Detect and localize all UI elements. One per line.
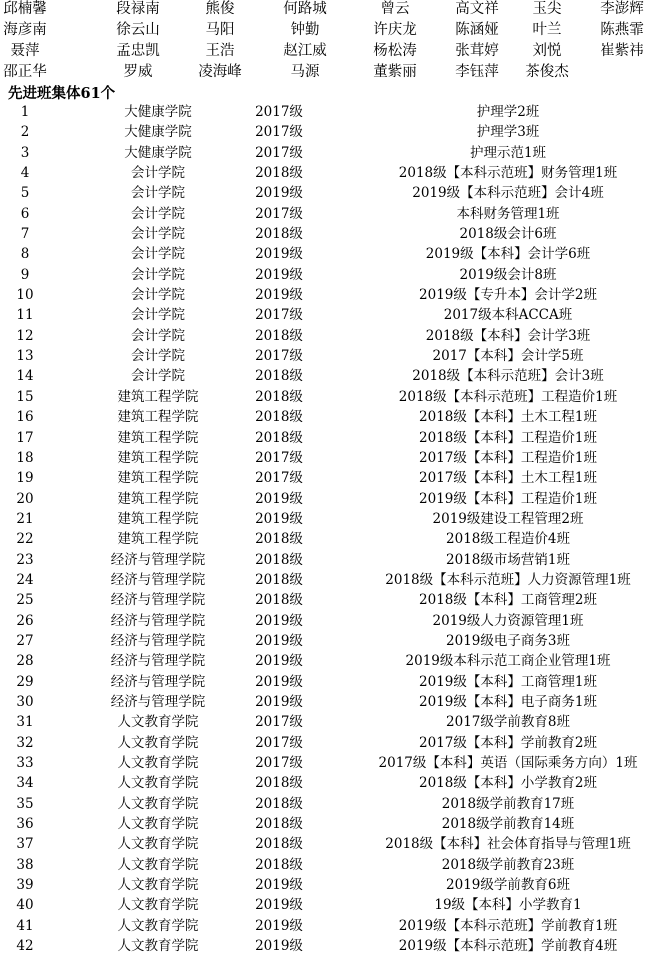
college-cell: 建筑工程学院 [117,531,199,548]
row-index: 1 [20,104,30,120]
row-index: 11 [16,307,34,324]
class-name-cell: 2018级学前教育23班 [441,856,575,873]
table-row [0,875,653,895]
class-name-cell: 2018级【本科】工商管理2班 [419,592,597,609]
college-cell: 会计学院 [131,185,185,202]
person-name: 钟勤 [290,22,320,38]
table-row [0,895,653,915]
college-cell: 会计学院 [131,287,185,304]
grade-cell: 2017级 [255,449,303,466]
person-name: 崔紫祎 [600,43,644,59]
college-cell: 人文教育学院 [117,938,199,955]
class-name-cell: 2017级本科ACCA班 [443,307,573,324]
class-name-cell: 2017级【本科】学前教育2班 [419,734,597,751]
class-name-cell: 2017级【本科】英语（国际乘务方向）1班 [378,755,638,771]
college-cell: 人文教育学院 [117,734,199,751]
name-row [0,42,653,63]
row-index: 37 [16,836,34,853]
name-row [0,21,653,42]
grade-cell: 2017级 [255,714,303,731]
row-index: 26 [16,612,34,629]
college-cell: 人文教育学院 [117,836,199,853]
row-index: 40 [16,897,34,914]
grade-cell: 2019级 [255,653,303,670]
college-cell: 人文教育学院 [117,816,199,833]
row-index: 41 [16,917,34,934]
grade-cell: 2019级 [255,612,303,629]
class-name-cell: 2017级【本科】工程造价1班 [419,449,597,466]
class-name-cell: 2018级工程造价4班 [446,531,570,548]
class-name-cell: 护理学3班 [476,124,540,141]
table-row [0,326,653,346]
class-name-cell: 19级【本科】小学教育1 [434,897,582,914]
college-cell: 会计学院 [131,368,185,385]
row-index: 24 [16,571,34,588]
grade-cell: 2017级 [255,734,303,751]
grade-cell: 2018级 [255,429,303,446]
college-cell: 会计学院 [131,327,185,344]
row-index: 18 [16,449,34,466]
table-row [0,489,653,509]
name-row [0,0,653,21]
grade-cell: 2018级 [255,368,303,385]
college-cell: 大健康学院 [124,104,192,120]
row-index: 2 [20,124,30,141]
class-name-cell: 2018级【本科】社会体育指导与管理1班 [385,836,631,853]
person-name: 李钰萍 [455,64,499,80]
class-name-cell: 2018级学前教育14班 [441,816,575,833]
grade-cell: 2018级 [255,531,303,548]
grade-cell: 2018级 [255,775,303,792]
table-row [0,509,653,529]
row-index: 28 [16,653,34,670]
class-name-cell: 2019级【本科示范班】学前教育4班 [398,938,618,955]
table-row [0,163,653,183]
college-cell: 人文教育学院 [117,877,199,894]
class-name-cell: 2019级人力资源管理1班 [432,612,584,629]
table-row [0,692,653,712]
class-name-cell: 2019级本科示范工商企业管理1班 [405,653,611,670]
college-cell: 会计学院 [131,266,185,283]
person-name: 李澎辉 [600,1,644,17]
grade-cell: 2018级 [255,856,303,873]
class-name-cell: 2018级【本科示范班】工程造价1班 [398,388,618,405]
table-row [0,428,653,448]
college-cell: 人文教育学院 [117,795,199,812]
grade-cell: 2017级 [255,307,303,324]
grade-cell: 2019级 [255,266,303,283]
row-index: 7 [20,226,30,243]
grade-cell: 2018级 [255,165,303,182]
person-name: 孟忠凯 [116,43,160,59]
college-cell: 建筑工程学院 [117,470,199,487]
person-name: 凌海峰 [198,64,242,80]
grade-cell: 2017级 [255,348,303,365]
grade-cell: 2017级 [255,104,303,120]
grade-cell: 2018级 [255,836,303,853]
person-name: 陈涵娅 [455,22,499,38]
table-row [0,305,653,325]
table-row [0,631,653,651]
grade-cell: 2018级 [255,409,303,426]
grade-cell: 2018级 [255,388,303,405]
class-name-cell: 2018级会计6班 [459,226,557,243]
row-index: 6 [20,205,30,222]
college-cell: 人文教育学院 [117,775,199,792]
college-cell: 经济与管理学院 [110,612,206,629]
college-cell: 会计学院 [131,348,185,365]
grade-cell: 2019级 [255,877,303,894]
row-index: 38 [16,856,34,873]
class-name-cell: 2019级【专升本】会计学2班 [419,287,597,304]
table-row [0,672,653,692]
row-index: 30 [16,693,34,710]
person-name: 杨松涛 [373,43,417,59]
college-cell: 会计学院 [131,307,185,324]
person-name: 曾云 [380,1,410,17]
class-name-cell: 2017【本科】会计学5班 [432,348,584,365]
college-cell: 经济与管理学院 [110,632,206,649]
person-name: 叶兰 [532,22,562,38]
person-name: 海彦南 [3,22,47,38]
table-row [0,204,653,224]
class-award-table [0,102,653,956]
table-row [0,570,653,590]
row-index: 14 [16,368,34,385]
college-cell: 建筑工程学院 [117,409,199,426]
person-name: 玉尖 [532,1,562,17]
table-row [0,122,653,142]
person-name: 刘悦 [532,43,562,59]
row-index: 13 [16,348,34,365]
grade-cell: 2017级 [255,124,303,141]
person-name: 熊俊 [205,1,235,17]
college-cell: 人文教育学院 [117,714,199,731]
class-name-cell: 2018级【本科】土木工程1班 [419,409,597,426]
row-index: 5 [20,185,30,202]
grade-cell: 2017级 [255,755,303,771]
person-name: 聂萍 [10,43,40,59]
grade-cell: 2019级 [255,938,303,955]
table-row [0,448,653,468]
row-index: 39 [16,877,34,894]
row-index: 3 [20,144,30,161]
class-name-cell: 2019级会计8班 [459,266,557,283]
grade-cell: 2019级 [255,185,303,202]
row-index: 29 [16,673,34,690]
college-cell: 大健康学院 [124,124,192,141]
person-name: 王浩 [205,43,235,59]
section-heading: 先进班集体61个 [8,85,116,102]
class-name-cell: 护理学2班 [476,104,540,120]
table-row [0,651,653,671]
person-name: 陈燕霏 [600,22,644,38]
class-name-cell: 2018级【本科示范班】人力资源管理1班 [385,571,631,588]
table-row [0,183,653,203]
row-index: 21 [16,510,34,527]
college-cell: 建筑工程学院 [117,449,199,466]
grade-cell: 2018级 [255,226,303,243]
college-cell: 人文教育学院 [117,917,199,934]
college-cell: 人文教育学院 [117,897,199,914]
person-name: 许庆龙 [373,22,417,38]
class-name-cell: 2019级【本科】电子商务1班 [419,693,597,710]
row-index: 34 [16,775,34,792]
grade-cell: 2019级 [255,632,303,649]
row-index: 22 [16,531,34,548]
row-index: 17 [16,429,34,446]
college-cell: 人文教育学院 [117,856,199,873]
grade-cell: 2019级 [255,917,303,934]
college-cell: 人文教育学院 [117,755,199,771]
person-name: 邱楠馨 [3,1,47,17]
college-cell: 建筑工程学院 [117,429,199,446]
college-cell: 经济与管理学院 [110,551,206,568]
grade-cell: 2019级 [255,490,303,507]
row-index: 27 [16,632,34,649]
college-cell: 建筑工程学院 [117,490,199,507]
table-row [0,550,653,570]
person-name: 马源 [290,64,320,80]
class-name-cell: 2018级【本科】会计学3班 [425,327,591,344]
table-row [0,611,653,631]
college-cell: 经济与管理学院 [110,571,206,588]
class-name-cell: 2019级学前教育6班 [446,877,570,894]
table-row [0,916,653,936]
table-row [0,407,653,427]
class-name-cell: 2019级【本科】会计学6班 [425,246,591,263]
class-name-cell: 2019级电子商务3班 [446,632,570,649]
row-index: 8 [20,246,30,263]
person-name: 何路城 [283,1,327,17]
table-row [0,855,653,875]
person-name: 茶俊杰 [525,64,569,80]
class-name-cell: 2019级【本科】工程造价1班 [419,490,597,507]
college-cell: 经济与管理学院 [110,592,206,609]
class-name-cell: 2018级【本科示范班】财务管理1班 [398,165,618,182]
table-row [0,834,653,854]
person-name: 赵江威 [283,43,327,59]
grade-cell: 2018级 [255,571,303,588]
table-row [0,387,653,407]
table-row [0,773,653,793]
college-cell: 会计学院 [131,205,185,222]
row-index: 20 [16,490,34,507]
table-row [0,753,653,773]
grade-cell: 2017级 [255,470,303,487]
college-cell: 会计学院 [131,226,185,243]
college-cell: 会计学院 [131,165,185,182]
person-name: 罗威 [123,64,153,80]
row-index: 31 [16,714,34,731]
table-row [0,366,653,386]
college-cell: 经济与管理学院 [110,653,206,670]
row-index: 16 [16,409,34,426]
person-name: 马阳 [205,22,235,38]
grade-cell: 2019级 [255,287,303,304]
grade-cell: 2019级 [255,246,303,263]
award-names-list [0,0,653,84]
row-index: 9 [20,266,30,283]
college-cell: 建筑工程学院 [117,510,199,527]
table-row [0,285,653,305]
college-cell: 经济与管理学院 [110,693,206,710]
table-row [0,712,653,732]
class-name-cell: 本科财务管理1班 [456,205,560,222]
table-row [0,590,653,610]
table-row [0,814,653,834]
row-index: 36 [16,816,34,833]
class-name-cell: 2019级建设工程管理2班 [432,510,584,527]
table-row [0,224,653,244]
row-index: 4 [20,165,30,182]
name-row [0,63,653,84]
class-name-cell: 护理示范1班 [469,144,547,161]
class-name-cell: 2018级学前教育17班 [441,795,575,812]
row-index: 42 [16,938,34,955]
person-name: 董紫丽 [373,64,417,80]
table-row [0,529,653,549]
grade-cell: 2019级 [255,897,303,914]
grade-cell: 2018级 [255,551,303,568]
class-name-cell: 2018级【本科】工程造价1班 [419,429,597,446]
college-cell: 大健康学院 [124,144,192,161]
person-name: 段禄南 [116,1,160,17]
row-index: 35 [16,795,34,812]
row-index: 32 [16,734,34,751]
class-name-cell: 2018级【本科示范班】会计3班 [412,368,604,385]
table-row [0,468,653,488]
class-name-cell: 2018级【本科】小学教育2班 [419,775,597,792]
person-name: 张茸婷 [455,43,499,59]
row-index: 33 [16,755,34,771]
grade-cell: 2018级 [255,795,303,812]
table-row [0,265,653,285]
grade-cell: 2017级 [255,205,303,222]
class-name-cell: 2019级【本科】工商管理1班 [419,673,597,690]
row-index: 19 [16,470,34,487]
grade-cell: 2018级 [255,327,303,344]
table-row [0,794,653,814]
table-row [0,733,653,753]
row-index: 25 [16,592,34,609]
class-name-cell: 2017级【本科】土木工程1班 [419,470,597,487]
row-index: 15 [16,388,34,405]
class-name-cell: 2019级【本科示范班】会计4班 [412,185,604,202]
college-cell: 建筑工程学院 [117,388,199,405]
person-name: 邵正华 [3,64,47,80]
grade-cell: 2018级 [255,816,303,833]
grade-cell: 2017级 [255,144,303,161]
class-name-cell: 2019级【本科示范班】学前教育1班 [398,917,618,934]
row-index: 10 [16,287,34,304]
row-index: 12 [16,327,34,344]
table-row [0,102,653,122]
table-row [0,936,653,956]
grade-cell: 2019级 [255,673,303,690]
grade-cell: 2019级 [255,510,303,527]
class-name-cell: 2017级学前教育8班 [446,714,570,731]
college-cell: 经济与管理学院 [110,673,206,690]
college-cell: 会计学院 [131,246,185,263]
grade-cell: 2019级 [255,693,303,710]
person-name: 徐云山 [116,22,160,38]
class-name-cell: 2018级市场营销1班 [446,551,570,568]
table-row [0,346,653,366]
table-row [0,143,653,163]
grade-cell: 2018级 [255,592,303,609]
table-row [0,244,653,264]
row-index: 23 [16,551,34,568]
person-name: 高文祥 [455,1,499,17]
